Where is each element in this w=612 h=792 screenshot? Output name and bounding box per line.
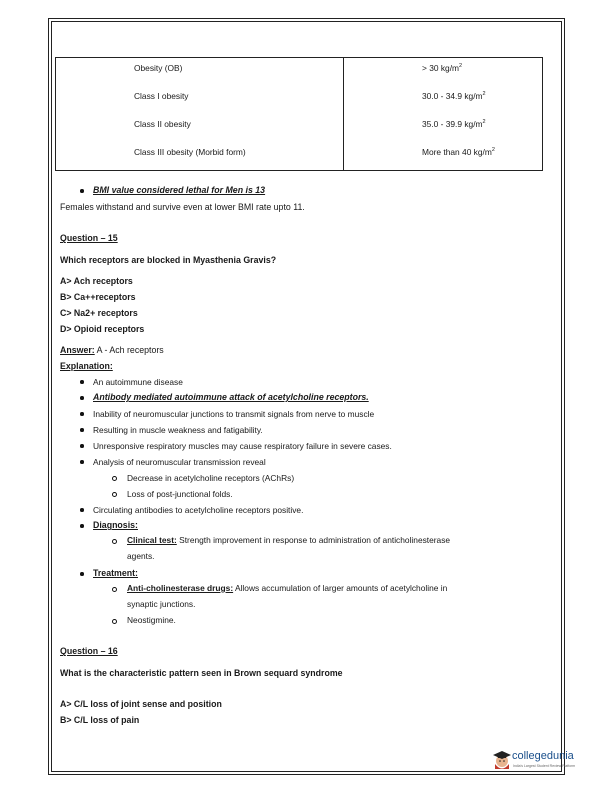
bullet-icon (80, 428, 84, 432)
bmi-range-column (344, 58, 543, 171)
bullet-icon (80, 524, 84, 528)
explanation-subpoint: Loss of post-junctional folds. (127, 489, 233, 499)
bullet-icon (80, 396, 84, 400)
bmi-range: > 30 $kg/m^2$ (422, 63, 463, 73)
bmi-category: Class I obesity (134, 91, 189, 101)
question-15-text: Which receptors are blocked in Myasthenia Gravis? (60, 255, 277, 265)
diagnosis-label: Diagnosis: (93, 520, 138, 530)
explanation-point: Circulating antibodies to acetylcholine receptors positive. (93, 505, 304, 515)
bmi-table (55, 57, 543, 171)
bmi-range: More than 40 $kg/m^2$ (422, 147, 495, 157)
explanation-label: Explanation: (60, 361, 113, 371)
bmi-category-column (56, 58, 344, 171)
sub-bullet-icon (112, 476, 117, 481)
explanation-point: Resulting in muscle weakness and fatigability. (93, 425, 263, 435)
bullet-icon (80, 380, 84, 384)
bmi-category: Obesity (OB) (134, 63, 183, 73)
sub-bullet-icon (112, 539, 117, 544)
treatment-label: Treatment: (93, 568, 138, 578)
treatment-drugs: Anti-cholinesterase drugs: Allows accumulation of larger amounts of acetylcholine in (127, 583, 448, 593)
diagnosis-clinical-test: Clinical test: Strength improvement in response to administration of anticholinesterase (127, 535, 451, 545)
bmi-range: 35.0 - 39.9 $kg/m^2$ (422, 119, 486, 129)
option-b: B> Ca++receptors (60, 292, 136, 302)
explanation-point: Unresponsive respiratory muscles may cause respiratory failure in severe cases. (93, 441, 392, 451)
bmi-category: Class II obesity (134, 119, 191, 129)
explanation-point: Inability of neuromuscular junctions to transmit signals from nerve to muscle (93, 409, 375, 419)
bullet-icon (80, 444, 84, 448)
graduate-icon (492, 747, 512, 771)
bmi-category: Class III obesity (Morbid form) (134, 147, 246, 157)
question-16-heading: Question – 16 (60, 646, 118, 656)
bmi-lethal-note: BMI value considered lethal for Men is 13 (93, 185, 266, 195)
option-a: A> Ach receptors (60, 276, 133, 286)
explanation-point-key: Antibody mediated autoimmune attack of acetylcholine receptors. (93, 392, 369, 402)
bullet-icon (80, 412, 84, 416)
question-15-heading: Question – 15 (60, 233, 118, 243)
bullet-icon (80, 572, 84, 576)
treatment-neostigmine: Neostigmine. (127, 615, 176, 625)
logo-tagline: India's Largest Student Review Platform (513, 764, 576, 768)
sub-bullet-icon (112, 492, 117, 497)
sub-bullet-icon (112, 587, 117, 592)
option-a: A> C/L loss of joint sense and position (60, 699, 222, 709)
explanation-point: Analysis of neuromuscular transmission reveal (93, 457, 266, 467)
bmi-female-note: Females withstand and survive even at lower BMI rate upto 11. (60, 202, 305, 212)
bullet-icon (80, 508, 84, 512)
sub-bullet-icon (112, 619, 117, 624)
diagnosis-clinical-test-cont: agents. (127, 551, 155, 561)
bmi-range: 30.0 - 34.9 $kg/m^2$ (422, 91, 486, 101)
logo-wordmark: collegedunia (512, 750, 574, 762)
question-16-text: What is the characteristic pattern seen in Brown sequard syndrome (60, 668, 343, 678)
explanation-point: An autoimmune disease (93, 377, 183, 387)
option-d: D> Opioid receptors (60, 324, 145, 334)
answer-line: Answer: A - Ach receptors (60, 345, 164, 355)
bullet-icon (80, 460, 84, 464)
option-c: C> Na2+ receptors (60, 308, 138, 318)
treatment-drugs-cont: synaptic junctions. (127, 599, 196, 609)
collegedunia-logo (492, 747, 576, 777)
option-b: B> C/L loss of pain (60, 715, 140, 725)
bullet-icon (80, 189, 84, 193)
explanation-subpoint: Decrease in acetylcholine receptors (AChRs) (127, 473, 295, 483)
